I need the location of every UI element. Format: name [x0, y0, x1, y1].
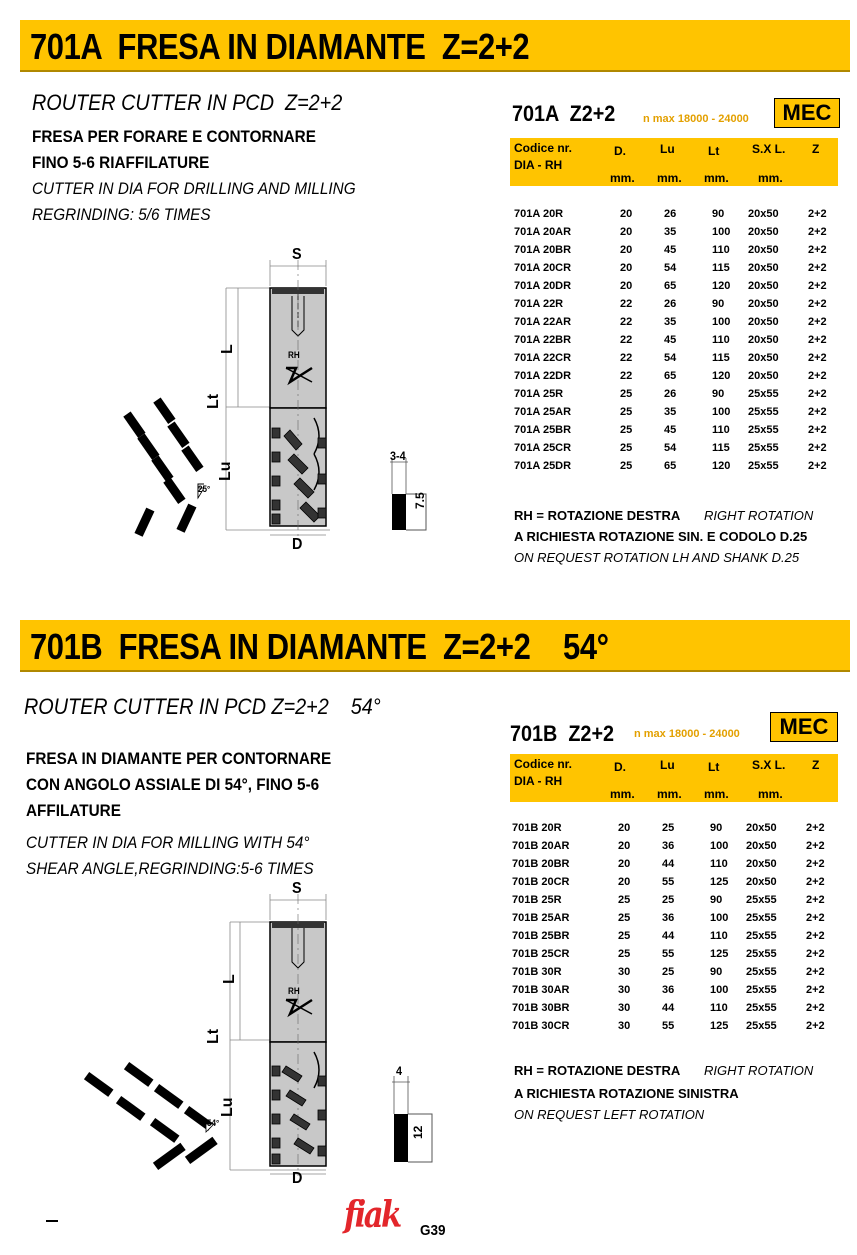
cell-lt: 100: [712, 226, 731, 238]
table-body: [514, 208, 844, 478]
cell-lt: 115: [712, 352, 730, 364]
corner-mark: [46, 1220, 58, 1222]
cell-lu: 45: [664, 424, 677, 436]
cell-code: 701A 22BR: [514, 334, 572, 346]
cell-lu: 35: [664, 316, 677, 328]
note-rh: RH = ROTAZIONE DESTRA: [514, 1063, 681, 1078]
banner-title: 701A FRESA IN DIAMANTE Z=2+2: [30, 26, 530, 67]
cell-code: 701A 20BR: [514, 244, 572, 256]
header-d: D.: [614, 760, 626, 774]
cell-sxl: 20x50: [748, 298, 779, 310]
cell-lt: 100: [710, 840, 729, 852]
dim-d: D: [292, 1170, 303, 1187]
cell-lu: 54: [664, 442, 677, 454]
cell-z: 2+2: [808, 352, 827, 364]
cell-sxl: 20x50: [748, 280, 779, 292]
cell-code: 701B 25CR: [512, 948, 570, 960]
insert-height: 12: [411, 1125, 425, 1139]
header-code: Codice nr.: [514, 757, 573, 771]
cell-z: 2+2: [808, 226, 827, 238]
cell-z: 2+2: [806, 858, 825, 870]
header-mm: mm.: [704, 787, 729, 801]
header-mm: mm.: [610, 171, 635, 185]
cell-d: 20: [618, 876, 631, 888]
cell-lu: 65: [664, 370, 677, 382]
cell-sxl: 25x55: [746, 948, 777, 960]
cell-lt: 115: [712, 262, 730, 274]
note-request: A RICHIESTA ROTAZIONE SIN. E CODOLO D.25: [514, 529, 808, 544]
insert-width: 3-4: [390, 449, 406, 463]
cell-lu: 26: [664, 208, 677, 220]
cell-sxl: 25x55: [748, 388, 779, 400]
cell-lu: 44: [662, 1002, 675, 1014]
cell-lu: 65: [664, 280, 677, 292]
cell-sxl: 25x55: [746, 912, 777, 924]
cell-d: 22: [620, 370, 633, 382]
cell-code: 701A 25R: [514, 388, 564, 400]
cell-d: 25: [618, 930, 631, 942]
cell-d: 20: [620, 208, 633, 220]
cell-lt: 115: [712, 442, 730, 454]
cell-d: 25: [618, 894, 631, 906]
cell-lu: 36: [662, 840, 675, 852]
cell-lu: 54: [664, 262, 677, 274]
cell-lt: 100: [710, 984, 729, 996]
cell-sxl: 25x55: [746, 1020, 777, 1032]
note-rh: RH = ROTAZIONE DESTRA: [514, 508, 681, 523]
cell-lt: 90: [712, 388, 725, 400]
cell-lt: 120: [712, 460, 731, 472]
header-z: Z: [812, 758, 820, 772]
cell-z: 2+2: [808, 208, 827, 220]
cell-sxl: 20x50: [748, 316, 779, 328]
cell-code: 701A 25CR: [514, 442, 572, 454]
cell-code: 701A 22R: [514, 298, 564, 310]
cell-z: 2+2: [806, 822, 825, 834]
cell-z: 2+2: [806, 876, 825, 888]
cell-sxl: 20x50: [748, 208, 779, 220]
rh-label: RH: [288, 986, 300, 996]
cell-lu: 45: [664, 334, 677, 346]
cell-lt: 125: [710, 1020, 729, 1032]
cell-lt: 90: [710, 822, 723, 834]
cell-d: 20: [618, 840, 631, 852]
cell-d: 20: [618, 858, 631, 870]
insert-height: 7.5: [413, 492, 427, 509]
cell-lt: 100: [712, 406, 731, 418]
cell-sxl: 25x55: [748, 424, 779, 436]
dim-l: L: [221, 974, 238, 984]
cell-code: 701B 30R: [512, 966, 562, 978]
cell-sxl: 20x50: [748, 352, 779, 364]
cell-sxl: 25x55: [746, 930, 777, 942]
angle-label: 25°: [198, 484, 211, 494]
cell-z: 2+2: [806, 948, 825, 960]
cell-sxl: 25x55: [746, 984, 777, 996]
fiak-logo: fiak: [344, 1194, 400, 1236]
note-rh-en: RIGHT ROTATION: [704, 508, 814, 523]
cell-d: 25: [620, 388, 633, 400]
cell-lu: 35: [664, 406, 677, 418]
cell-z: 2+2: [806, 912, 825, 924]
cell-z: 2+2: [808, 280, 827, 292]
cell-lu: 26: [664, 388, 677, 400]
cell-sxl: 25x55: [746, 1002, 777, 1014]
cell-lu: 25: [662, 822, 675, 834]
cell-d: 20: [618, 822, 631, 834]
header-mm: mm.: [610, 787, 635, 801]
desc-it-1: FRESA IN DIAMANTE PER CONTORNARE: [26, 749, 332, 768]
cell-code: 701B 20BR: [512, 858, 570, 870]
cell-z: 2+2: [806, 840, 825, 852]
cell-lu: 26: [664, 298, 677, 310]
cell-lu: 44: [662, 858, 675, 870]
cell-z: 2+2: [808, 334, 827, 346]
cell-lt: 90: [712, 208, 725, 220]
cell-code: 701B 20R: [512, 822, 562, 834]
header-lu: Lu: [660, 142, 675, 156]
cell-code: 701B 25AR: [512, 912, 570, 924]
desc-it-3: AFFILATURE: [26, 801, 121, 820]
dim-l: L: [219, 344, 236, 354]
cell-d: 30: [618, 1020, 631, 1032]
teeth-profile: [123, 397, 203, 536]
desc-en-2: SHEAR ANGLE,REGRINDING:5-6 TIMES: [26, 859, 314, 878]
cell-code: 701A 22CR: [514, 352, 572, 364]
cell-z: 2+2: [808, 298, 827, 310]
dim-lu: Lu: [219, 1097, 236, 1117]
desc-it-2: CON ANGOLO ASSIALE DI 54°, FINO 5-6: [26, 775, 320, 794]
page-number: G39: [420, 1222, 446, 1239]
model-label: 701B Z2+2: [510, 721, 615, 746]
header-code2: DIA - RH: [514, 158, 563, 172]
cell-sxl: 20x50: [748, 226, 779, 238]
cell-lt: 90: [710, 894, 723, 906]
header-mm: mm.: [704, 171, 729, 185]
cell-code: 701B 30AR: [512, 984, 570, 996]
dim-d: D: [292, 536, 303, 553]
cell-d: 20: [620, 226, 633, 238]
header-mm: mm.: [758, 171, 783, 185]
cell-lu: 65: [664, 460, 677, 472]
cell-z: 2+2: [806, 1020, 825, 1032]
cell-lu: 54: [664, 352, 677, 364]
cell-code: 701A 20CR: [514, 262, 572, 274]
teeth-profile: [84, 1062, 218, 1170]
header-mm: mm.: [657, 171, 682, 185]
header-d: D.: [614, 144, 626, 158]
mec-badge: MEC: [770, 712, 838, 742]
cell-d: 20: [620, 280, 633, 292]
header-code2: DIA - RH: [514, 774, 563, 788]
dim-s: S: [292, 246, 302, 263]
cell-z: 2+2: [806, 984, 825, 996]
cell-d: 25: [618, 912, 631, 924]
cell-sxl: 20x50: [746, 840, 777, 852]
cell-lt: 110: [712, 334, 730, 346]
cell-z: 2+2: [806, 966, 825, 978]
cell-d: 22: [620, 316, 633, 328]
cell-d: 25: [618, 948, 631, 960]
header-lt: Lt: [708, 760, 720, 774]
subtitle-en: ROUTER CUTTER IN PCD Z=2+2 54°: [24, 694, 381, 719]
header-z: Z: [812, 142, 820, 156]
dim-lu: Lu: [217, 461, 234, 481]
cell-d: 25: [620, 406, 633, 418]
cell-lt: 125: [710, 948, 729, 960]
cell-code: 701A 22AR: [514, 316, 572, 328]
cell-lu: 55: [662, 948, 675, 960]
cell-code: 701B 20AR: [512, 840, 570, 852]
cell-lu: 55: [662, 876, 675, 888]
banner-701b: [20, 620, 850, 672]
insert-profile: [392, 494, 406, 530]
insert-profile: [394, 1114, 408, 1162]
cell-lt: 90: [712, 298, 725, 310]
cell-d: 30: [618, 966, 631, 978]
cell-code: 701A 22DR: [514, 370, 572, 382]
cutter-drawing-701b: [80, 870, 460, 1190]
cell-d: 22: [620, 334, 633, 346]
cell-sxl: 25x55: [748, 442, 779, 454]
cell-d: 30: [618, 984, 631, 996]
cell-sxl: 20x50: [746, 858, 777, 870]
cell-lu: 25: [662, 966, 675, 978]
cell-code: 701B 25BR: [512, 930, 570, 942]
header-sxl: S.X L.: [752, 758, 786, 772]
cell-lt: 120: [712, 280, 731, 292]
cell-lt: 120: [712, 370, 731, 382]
cell-code: 701A 20AR: [514, 226, 572, 238]
cell-d: 20: [620, 244, 633, 256]
subtitle-en: ROUTER CUTTER IN PCD Z=2+2: [32, 90, 343, 115]
cell-lu: 36: [662, 984, 675, 996]
cell-lt: 110: [712, 244, 730, 256]
cell-d: 25: [620, 460, 633, 472]
cell-sxl: 20x50: [748, 244, 779, 256]
cutter-drawing-701a: [100, 240, 480, 560]
dim-lt: Lt: [205, 393, 222, 409]
cell-code: 701B 20CR: [512, 876, 570, 888]
angle-label: 54°: [207, 1118, 220, 1128]
note-request-en: ON REQUEST LEFT ROTATION: [514, 1107, 705, 1122]
cell-lt: 100: [710, 912, 729, 924]
cell-z: 2+2: [806, 930, 825, 942]
mec-badge: MEC: [774, 98, 840, 128]
table-body: [512, 822, 842, 1042]
banner-title: 701B FRESA IN DIAMANTE Z=2+2 54°: [30, 626, 609, 667]
cell-lt: 125: [710, 876, 729, 888]
desc-it-1: FRESA PER FORARE E CONTORNARE: [32, 127, 316, 146]
desc-en-2: REGRINDING: 5/6 TIMES: [32, 205, 211, 224]
header-sxl: S.X L.: [752, 142, 786, 156]
cell-z: 2+2: [806, 894, 825, 906]
cell-code: 701A 25AR: [514, 406, 572, 418]
cell-lu: 25: [662, 894, 675, 906]
cell-lt: 90: [710, 966, 723, 978]
note-rh-en: RIGHT ROTATION: [704, 1063, 814, 1078]
banner-701a: [20, 20, 850, 72]
rh-label: RH: [288, 350, 300, 360]
cell-sxl: 25x55: [746, 966, 777, 978]
cell-lt: 100: [712, 316, 731, 328]
cell-lu: 36: [662, 912, 675, 924]
cell-code: 701A 25BR: [514, 424, 572, 436]
cell-d: 22: [620, 298, 633, 310]
cell-d: 22: [620, 352, 633, 364]
cell-z: 2+2: [808, 424, 827, 436]
cell-lt: 110: [712, 424, 730, 436]
cell-z: 2+2: [808, 460, 827, 472]
cell-lu: 45: [664, 244, 677, 256]
cell-d: 25: [620, 424, 633, 436]
header-mm: mm.: [758, 787, 783, 801]
note-request-en: ON REQUEST ROTATION LH AND SHANK D.25: [514, 550, 800, 565]
cell-d: 30: [618, 1002, 631, 1014]
table-header: [510, 754, 838, 802]
cell-z: 2+2: [808, 370, 827, 382]
cell-sxl: 25x55: [748, 460, 779, 472]
cell-lu: 35: [664, 226, 677, 238]
cell-code: 701A 20R: [514, 208, 564, 220]
cell-lt: 110: [710, 930, 728, 942]
cell-sxl: 20x50: [748, 370, 779, 382]
cell-code: 701B 30BR: [512, 1002, 570, 1014]
cell-sxl: 20x50: [746, 822, 777, 834]
cell-d: 20: [620, 262, 633, 274]
nmax-label: n max 18000 - 24000: [634, 728, 740, 740]
header-mm: mm.: [657, 787, 682, 801]
cell-z: 2+2: [808, 388, 827, 400]
cell-code: 701A 25DR: [514, 460, 572, 472]
desc-en-1: CUTTER IN DIA FOR DRILLING AND MILLING: [32, 179, 356, 198]
cell-z: 2+2: [808, 262, 827, 274]
cell-z: 2+2: [808, 442, 827, 454]
cell-sxl: 20x50: [748, 334, 779, 346]
cell-code: 701A 20DR: [514, 280, 572, 292]
model-label: 701A Z2+2: [512, 101, 616, 126]
insert-width: 4: [396, 1064, 403, 1078]
cell-z: 2+2: [806, 1002, 825, 1014]
dim-s: S: [292, 880, 302, 897]
cell-code: 701B 30CR: [512, 1020, 570, 1032]
dim-lt: Lt: [205, 1028, 222, 1044]
cell-code: 701B 25R: [512, 894, 562, 906]
nmax-label: n max 18000 - 24000: [643, 113, 749, 125]
header-lt: Lt: [708, 144, 720, 158]
desc-it-2: FINO 5-6 RIAFFILATURE: [32, 153, 210, 172]
cell-sxl: 20x50: [748, 262, 779, 274]
cell-sxl: 20x50: [746, 876, 777, 888]
note-request: A RICHIESTA ROTAZIONE SINISTRA: [514, 1086, 739, 1101]
table-header: [510, 138, 838, 186]
desc-en-1: CUTTER IN DIA FOR MILLING WITH 54°: [26, 833, 310, 852]
cell-z: 2+2: [808, 244, 827, 256]
cell-z: 2+2: [808, 316, 827, 328]
cell-z: 2+2: [808, 406, 827, 418]
cell-d: 25: [620, 442, 633, 454]
header-lu: Lu: [660, 758, 675, 772]
cell-lu: 44: [662, 930, 675, 942]
cell-lt: 110: [710, 858, 728, 870]
header-code: Codice nr.: [514, 141, 573, 155]
cell-lu: 55: [662, 1020, 675, 1032]
cell-lt: 110: [710, 1002, 728, 1014]
cell-sxl: 25x55: [748, 406, 779, 418]
cell-sxl: 25x55: [746, 894, 777, 906]
